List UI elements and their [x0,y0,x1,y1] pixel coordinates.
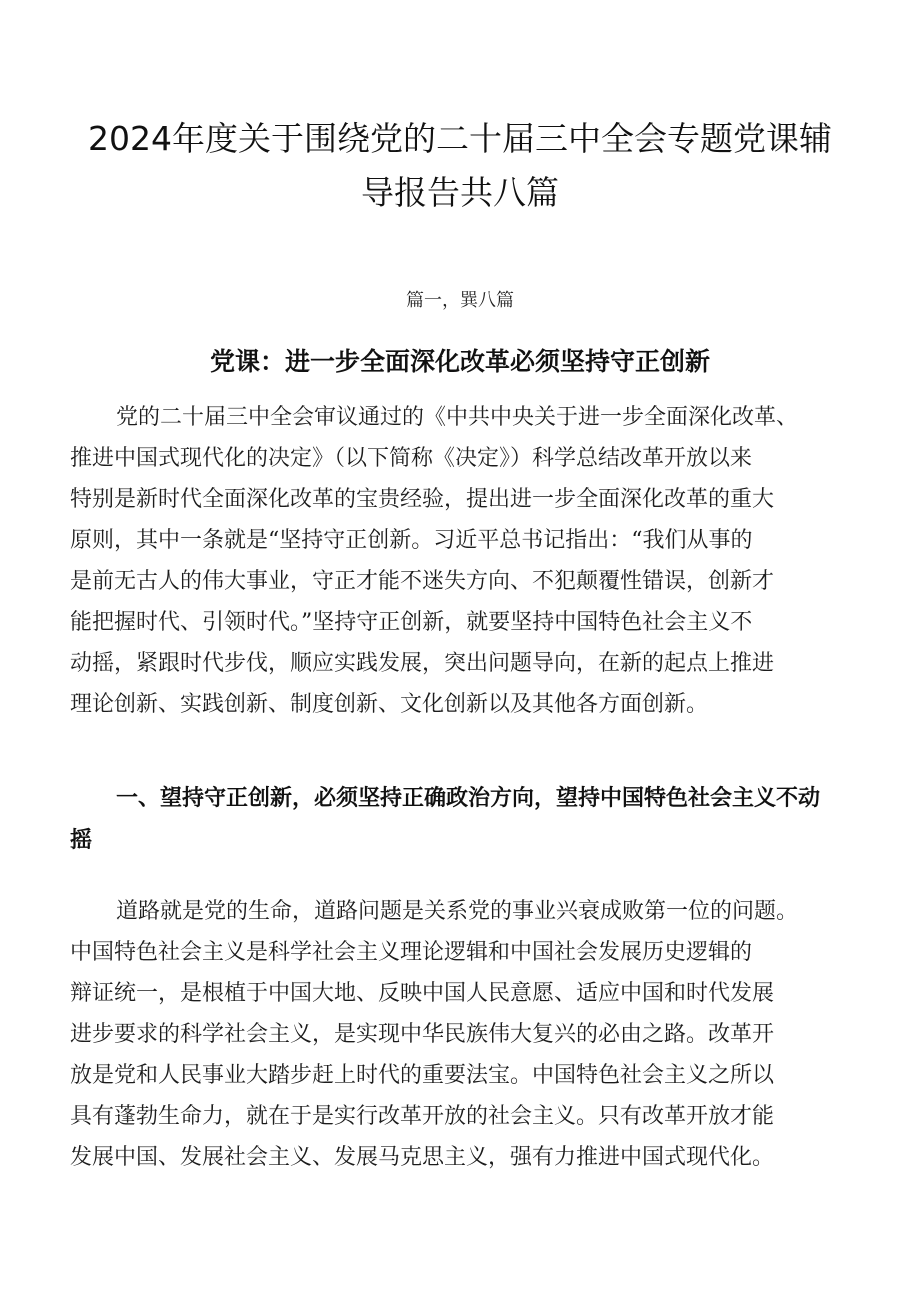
paragraph-line: 中国特色社会主义是科学社会主义理论逻辑和中国社会发展历史逻辑的 [70,940,753,965]
paragraph-line: 发展中国、发展社会主义、发展马克思主义，强有力推进中国式现代化。 [70,1145,775,1170]
paragraph-intro [70,397,860,725]
paragraph-line: 辩证统一，是根植于中国大地、反映中国人民意愿、适应中国和时代发展 [70,981,775,1006]
title-line: 2024年度关于围绕党的二十届三中全会专题党课辅 [88,119,832,158]
course-title: 党课：进一步全面深化改革必须坚持守正创新 [209,347,710,376]
paragraph-road [70,891,860,1178]
section-heading-one [70,778,860,862]
paragraph-line: 是前无古人的伟大事业，守正才能不迷失方向、不犯颠覆性错误，创新才 [70,569,775,594]
title-line: 导报告共八篇 [361,173,559,212]
paragraph-line: 动摇，紧跟时代步伐，顺应实践发展，突出问题导向，在新的起点上推进 [70,651,775,676]
paragraph-line: 能把握时代、引领时代。”坚持守正创新，就要坚持中国特色社会主义不 [70,610,753,635]
paragraph-line: 具有蓬勃生命力，就在于是实行改革开放的社会主义。只有改革开放才能 [70,1104,775,1129]
heading-line: 一、望持守正创新，必须坚持正确政治方向，望持中国特色社会主义不动 [116,786,821,811]
heading-line: 摇 [70,828,93,853]
paragraph-line: 特别是新时代全面深化改革的宝贵经验，提出进一步全面深化改革的重大 [70,487,775,512]
paragraph-line: 道路就是党的生命，道路问题是关系党的事业兴衰成败第一位的问题。 [116,899,799,924]
paragraph-line: 放是党和人民事业大踏步赶上时代的重要法宝。中国特色社会主义之所以 [70,1063,775,1088]
paragraph-line: 党的二十届三中全会审议通过的《中共中央关于进一步全面深化改革、 [116,405,799,430]
paragraph-line: 理论创新、实践创新、制度创新、文化创新以及其他各方面创新。 [70,692,709,717]
paragraph-line: 进步要求的科学社会主义，是实现中华民族伟大复兴的必由之路。改革开 [70,1022,775,1047]
article-index: 篇一，巽八篇 [406,290,514,311]
document-title [60,112,860,220]
paragraph-line: 原则，其中一条就是“坚持守正创新。习近平总书记指出：“我们从事的 [70,528,753,553]
paragraph-line: 推进中国式现代化的决定》（以下简称《决定》）科学总结改革开放以来 [70,446,753,471]
